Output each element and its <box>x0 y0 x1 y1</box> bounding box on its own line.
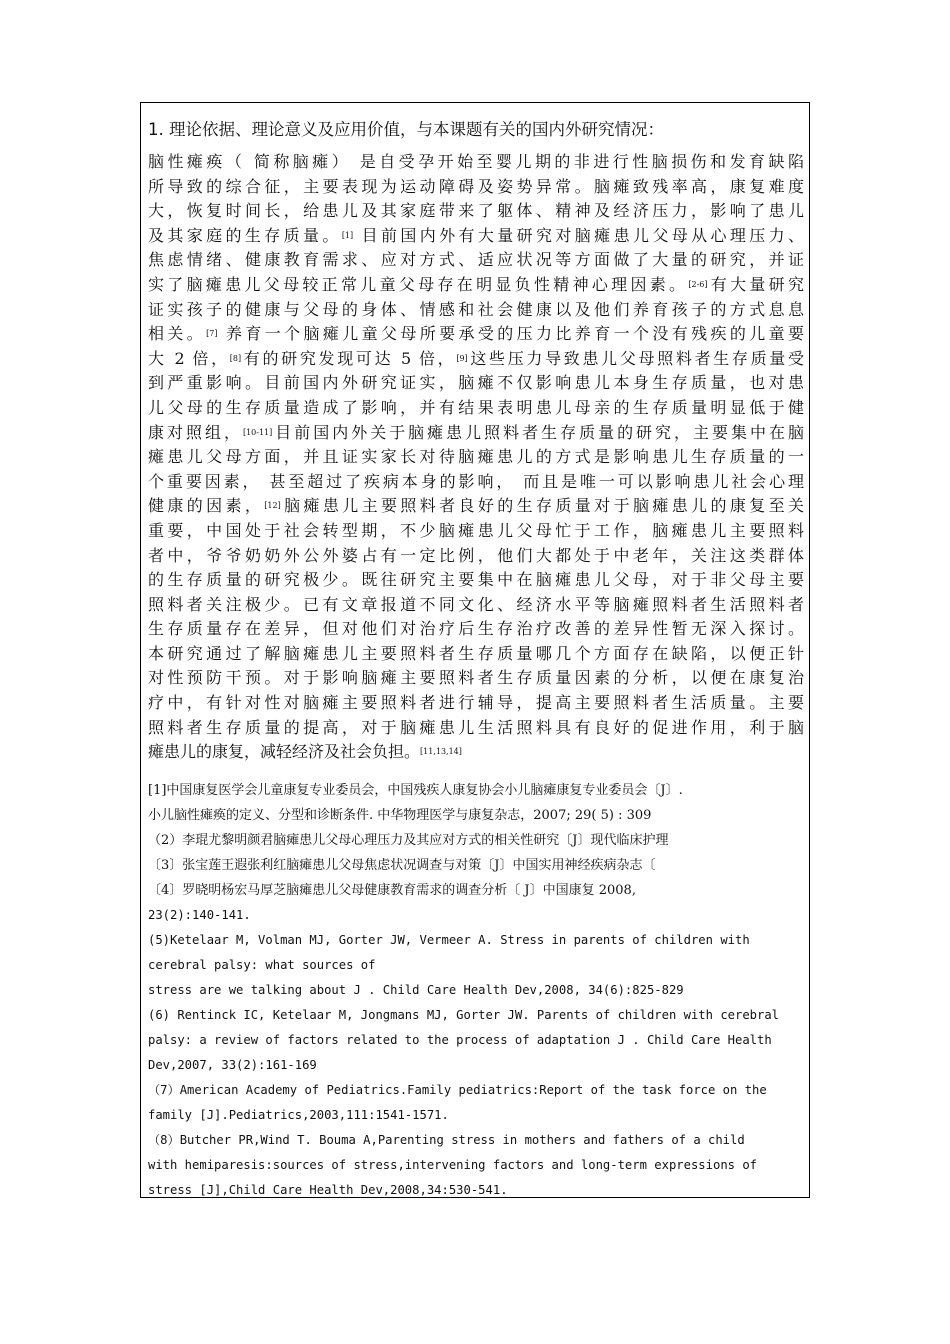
body-line <box>148 716 804 741</box>
body-line <box>148 371 804 396</box>
body-line <box>148 642 804 667</box>
body-line <box>148 347 804 372</box>
body-line <box>148 150 804 175</box>
body-line <box>148 199 804 224</box>
citation-marker: [12] <box>264 501 281 511</box>
reference-line: palsy: a review of factors related to the process of adaptation J . Child Care Health <box>148 1033 772 1047</box>
body-line <box>148 740 804 765</box>
body-text-segment: 相关。 <box>148 324 207 344</box>
body-text-segment: 实了脑瘫患儿父母较正常儿童父母存在明显负性精神心理因素。 <box>148 274 689 294</box>
body-text-segment: 脑性瘫痪（ 简称脑瘫） 是自受孕开始至婴儿期的非进行性脑损伤和发育缺陷 <box>148 152 804 171</box>
reference-line: with hemiparesis:sources of stress,intervening factors and long-term expressions of <box>148 1158 758 1172</box>
body-text-segment: 重要，中国处于社会转型期，不少脑瘫患儿父母忙于工作，脑瘫患儿主要照料 <box>148 520 804 540</box>
body-line <box>148 273 804 298</box>
body-line <box>148 666 804 691</box>
body-text-segment: 养育一个脑瘫儿童父母所要承受的压力比养育一个没有残疾的儿童要 <box>217 324 804 344</box>
body-text-segment: 目前国内外关于脑瘫患儿照料者生存质量的研究，主要集中在脑 <box>272 422 804 442</box>
reference-line: Dev,2007, 33(2):161-169 <box>148 1058 317 1072</box>
body-text-segment: 大 2 倍， <box>148 348 230 368</box>
citation-marker: [7] <box>206 329 218 339</box>
body-text-segment: 康对照组， <box>148 422 243 442</box>
body-text-segment: 证实孩子的健康与父母的身体、情感和社会健康以及他们养育孩子的方式息息 <box>148 299 804 319</box>
body-line <box>148 175 804 200</box>
reference-line: [1]中国康复医学会儿童康复专业委员会，中国残疾人康复协会小儿脑瘫康复专业委员会〔J〕. <box>148 783 683 798</box>
citation-marker: [2-6] <box>688 279 708 289</box>
reference-line: family [J].Pediatrics,2003,111:1541-1571. <box>148 1108 449 1122</box>
reference-line: stress are we talking about J . Child Care Health Dev,2008, 34(6):825-829 <box>148 983 684 997</box>
reference-line: (5)Ketelaar M, Volman MJ, Gorter JW, Vermeer A. Stress in parents of children with <box>148 933 750 947</box>
section-heading: 1. 理论依据、理论意义及应用价值，与本课题有关的国内外研究情况： <box>148 120 664 139</box>
body-text-segment: 瘫患儿的康复，减轻经济及社会负担。 <box>148 742 421 762</box>
body-text-segment: 所导致的综合征，主要表现为运动障碍及姿势异常。脑瘫致残率高，康复难度 <box>148 176 804 196</box>
reference-line: （8）Butcher PR,Wind T. Bouma A,Parenting stress in mothers and fathers of a child <box>148 1133 745 1147</box>
body-line <box>148 519 804 544</box>
body-paragraph <box>148 150 804 765</box>
body-line <box>148 248 804 273</box>
body-text-segment: 这些压力导致患儿父母照料者生存质量受 <box>467 348 804 368</box>
reference-line: cerebral palsy: what sources of <box>148 958 376 972</box>
body-text-segment: 生存质量存在差异，但对他们对治疗后生存治疗改善的差异性暂无深入探讨。 <box>148 619 804 639</box>
body-text-segment: 健康的因素， <box>148 496 265 516</box>
reference-line: stress [J],Child Care Health Dev,2008,34:530-541. <box>148 1183 508 1197</box>
body-text-segment: 到严重影响。目前国内外研究证实，脑瘫不仅影响患儿本身生存质量，也对患 <box>148 373 804 393</box>
body-text-segment: 焦虑情绪、健康教育需求、应对方式、适应状况等方面做了大量的研究，并证 <box>148 250 804 270</box>
body-line <box>148 691 804 716</box>
body-text-segment: 瘫患儿父母方面，并且证实家长对待脑瘫患儿的方式是影响患儿生存质量的一 <box>148 447 804 467</box>
body-text-segment: 照料者生存质量的提高，对于脑瘫患儿生活照料具有良好的促进作用，利于脑 <box>148 717 804 737</box>
body-text-segment: 大，恢复时间长，给患儿及其家庭带来了躯体、精神及经济压力，影响了患儿 <box>148 201 804 221</box>
body-text-segment: 有的研究发现可达 5 倍， <box>241 348 457 368</box>
citation-marker: [10-11] <box>242 427 273 437</box>
citation-marker: [1] <box>341 230 354 240</box>
body-line <box>148 224 804 249</box>
body-line <box>148 544 804 569</box>
citation-marker: [8] <box>229 353 242 363</box>
citation-marker: [11,13,14] <box>420 747 462 757</box>
reference-line: （2）李琨尤黎明颜君脑瘫患儿父母心理压力及其应对方式的相关性研究〔J〕现代临床护理 <box>148 833 669 848</box>
body-text-segment: 及其家庭的生存质量。 <box>148 225 342 245</box>
body-line <box>148 445 804 470</box>
body-line <box>148 421 804 446</box>
body-text-segment: 脑瘫患儿主要照料者良好的生存质量对于脑瘫患儿的康复至关 <box>280 496 804 516</box>
body-text-segment: 照料者关注极少。已有文章报道不同文化、经济水平等脑瘫照料者生活照料者 <box>148 594 804 614</box>
body-text-segment: 有大量研究 <box>707 274 804 294</box>
body-line <box>148 396 804 421</box>
reference-line: 〔3〕张宝莲王遐张利红脑瘫患儿父母焦虑状况调查与对策〔J〕中国实用神经疾病杂志〔 <box>148 858 656 873</box>
body-text-segment: 本研究通过了解脑瘫患儿主要照料者生存质量哪几个方面存在缺陷，以便正针 <box>148 643 804 663</box>
reference-list <box>148 778 838 1203</box>
body-text-segment: 儿父母的生存质量造成了影响，并有结果表明患儿母亲的生存质量明显低于健 <box>148 397 804 417</box>
body-text-segment: 的生存质量的研究极少。既往研究主要集中在脑瘫患儿父母，对于非父母主要 <box>148 570 804 590</box>
body-line <box>148 568 804 593</box>
reference-line: (6) Rentinck IC, Ketelaar M, Jongmans MJ, Gorter JW. Parents of children with cerebral <box>148 1008 780 1022</box>
body-text-segment: 个重要因素， 甚至超过了疾病本身的影响， 而且是唯一可以影响患儿社会心理 <box>148 471 804 491</box>
body-line <box>148 494 804 519</box>
body-line <box>148 617 804 642</box>
body-line <box>148 322 804 347</box>
citation-marker: [9] <box>456 353 468 363</box>
body-text-segment: 疗中，有针对性对脑瘫主要照料者进行辅导，提高主要照料者生活质量。主要 <box>148 693 804 713</box>
body-line <box>148 593 804 618</box>
reference-line: （7）American Academy of Pediatrics.Family pediatrics:Report of the task force on the <box>148 1083 767 1097</box>
reference-line: 小儿脑性瘫痪的定义、分型和诊断条件. 中华物理医学与康复杂志，2007; 29( 5) : 309 <box>148 808 652 823</box>
body-text-segment: 目前国内外有大量研究对脑瘫患儿父母从心理压力、 <box>353 225 804 245</box>
body-line <box>148 298 804 323</box>
body-text-segment: 对性预防干预。对于影响脑瘫主要照料者生存质量因素的分析，以便在康复治 <box>148 668 804 688</box>
reference-line: 〔4〕罗晓明杨宏马厚芝脑瘫患儿父母健康教育需求的调查分析〔 J〕中国康复 2008, <box>148 883 636 898</box>
reference-line: 23(2):140-141. <box>148 908 251 922</box>
body-line <box>148 470 804 495</box>
body-text-segment: 者中，爷爷奶奶外公外婆占有一定比例，他们大都处于中老年，关注这类群体 <box>148 545 804 565</box>
